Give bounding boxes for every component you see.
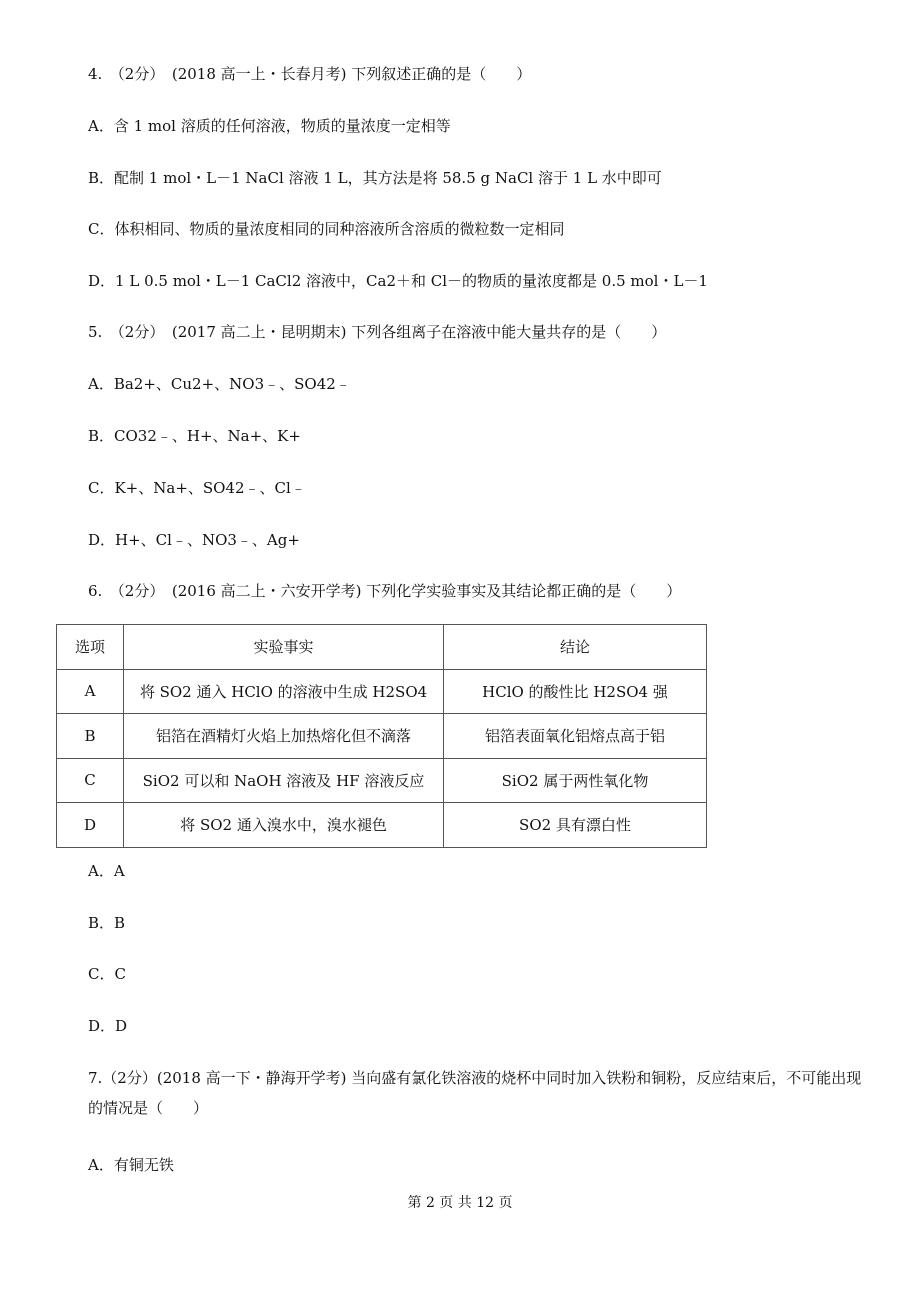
question-5-stem: 5. （2分） (2017 高二上・昆明期末) 下列各组离子在溶液中能大量共存的是（ ） xyxy=(88,323,667,341)
experiment-table xyxy=(56,624,707,848)
question-6-stem: 6. （2分） (2016 高二上・六安开学考) 下列化学实验事实及其结论都正确的是（ ） xyxy=(88,582,682,600)
table-cell: B xyxy=(57,714,124,759)
question-5-option-a: A．Ba2+、Cu2+、NO3﹣、SO42﹣ xyxy=(88,375,351,393)
question-5-option-b: B．CO32﹣、H+、Na+、K+ xyxy=(88,427,301,445)
table-cell: SiO2 属于两性氧化物 xyxy=(444,758,707,803)
question-4-option-d: D．1 L 0.5 mol・L－1 CaCl2 溶液中，Ca2＋和 Cl－的物质的量浓度都是 0.5 mol・L－1 xyxy=(88,272,708,290)
table-cell: 铝箔表面氧化铝熔点高于铝 xyxy=(444,714,707,759)
table-header-cell: 实验事实 xyxy=(124,625,444,670)
question-7-stem: 7.（2分）(2018 高一下・静海开学考) 当向盛有氯化铁溶液的烧杯中同时加入铁粉和铜粉，反应结束后，不可能出现的情况是（ ） xyxy=(88,1069,862,1117)
table-row xyxy=(57,714,707,759)
table-cell: SiO2 可以和 NaOH 溶液及 HF 溶液反应 xyxy=(124,758,444,803)
question-5-option-d: D．H+、Cl﹣、NO3﹣、Ag+ xyxy=(88,531,300,549)
table-row xyxy=(57,758,707,803)
table-row xyxy=(57,669,707,714)
table-cell: A xyxy=(57,669,124,714)
table-cell: 将 SO2 通入 HClO 的溶液中生成 H2SO4 xyxy=(124,669,444,714)
question-7-option-a: A．有铜无铁 xyxy=(88,1156,174,1174)
question-6-option-c: C．C xyxy=(88,965,126,983)
table-header-row xyxy=(57,625,707,670)
question-4-stem: 4. （2分） (2018 高一上・长春月考) 下列叙述正确的是（ ） xyxy=(88,65,532,83)
table-cell: 将 SO2 通入溴水中，溴水褪色 xyxy=(124,803,444,848)
question-4-option-c: C．体积相同、物质的量浓度相同的同种溶液所含溶质的微粒数一定相同 xyxy=(88,220,565,238)
table-row xyxy=(57,803,707,848)
table-cell: C xyxy=(57,758,124,803)
table-header-cell: 结论 xyxy=(444,625,707,670)
table-cell: 铝箔在酒精灯火焰上加热熔化但不滴落 xyxy=(124,714,444,759)
question-6-option-a: A．A xyxy=(88,862,125,880)
question-6-option-b: B．B xyxy=(88,914,126,932)
page-footer: 第 2 页 共 12 页 xyxy=(407,1195,513,1211)
question-4-option-a: A．含 1 mol 溶质的任何溶液，物质的量浓度一定相等 xyxy=(88,117,451,135)
table-cell: HClO 的酸性比 H2SO4 强 xyxy=(444,669,707,714)
question-5-option-c: C．K+、Na+、SO42﹣、Cl﹣ xyxy=(88,479,306,497)
table-header-cell: 选项 xyxy=(57,625,124,670)
question-4-option-b: B．配制 1 mol・L－1 NaCl 溶液 1 L，其方法是将 58.5 g NaCl 溶于 1 L 水中即可 xyxy=(88,169,662,187)
table-cell: SO2 具有漂白性 xyxy=(444,803,707,848)
table-cell: D xyxy=(57,803,124,848)
question-6-option-d: D．D xyxy=(88,1017,128,1035)
